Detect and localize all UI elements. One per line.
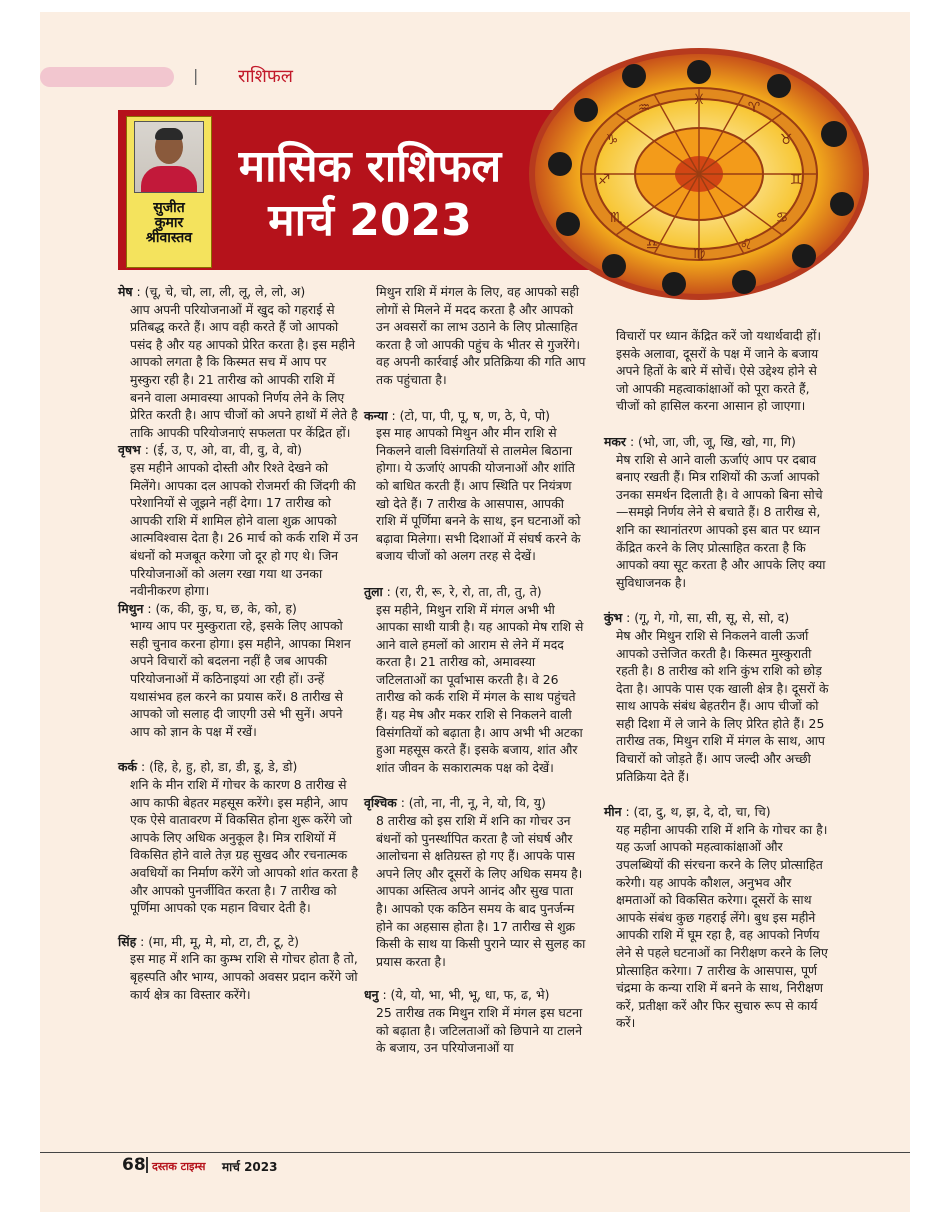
- svg-text:♉: ♉: [779, 132, 793, 148]
- sign-forecast: मेष राशि से आने वाली ऊर्जाएं आप पर दबाव बनाए रखती हैं। मित्र राशियों की ऊर्जा आपको उनका समर्थन दिलाती है। वे आपको बिना सोचे—समझे निर्णय लेने से बचाते हैं। 8 तारीख से, शनि का स्थानांतरण आपको इस बात पर ध्यान केंद्रित करने के लिए प्रोत्साहित करता है कि आपको क्या सूट करता है और आपके लिए क्या सुविधाजनक है।: [616, 451, 826, 590]
- sign-name: कर्क: [118, 759, 138, 775]
- svg-text:♎: ♎: [645, 237, 659, 253]
- svg-text:♐: ♐: [597, 172, 611, 188]
- sign-syllables: : (भो, जा, जी, जू, खि, खो, गा, गि): [626, 433, 796, 449]
- zodiac-wheel-illustration: [524, 44, 870, 302]
- column-3: [604, 327, 830, 1032]
- sign-name: कन्या: [364, 407, 388, 423]
- sign-forecast: आप अपनी परियोजनाओं में खुद को गहराई से प्रतिबद्ध करते हैं। आप वही करते हैं जो आपको पसंद है और यह आपको प्रेरित करता है। इस महीने आपको लगता है कि किस्मत सच में आप पर मुस्कुरा रही है। 21 तारीख को आपकी राशि में बनने वाला अमावस्या आपको निर्णय लेने के लिए प्रेरित करती है। आप चीजों को अपने हाथों में लेते है ताकि आपकी परियोजनाएं सफलता पर केंद्रित हों।: [130, 301, 358, 440]
- author-photo: [134, 121, 204, 193]
- issue-date: मार्च 2023: [222, 1160, 278, 1174]
- sign-forecast: मेष और मिथुन राशि से निकलने वाली ऊर्जा आपको उत्तेजित करती है। किस्मत मुस्कुराती रहती है। 8 तारीख को शनि कुंभ राशि को छोड़ देता है। आपके पास एक खाली क्षेत्र है। दूसरों के साथ आपके संबंध बेहतरीन हैं। आप चीजों को सही दिशा में ले जाने के लिए प्रेरित होते हैं। 25 तारीख तक, मिथुन राशि में मंगल के साथ, आप विचारों को जोड़ते हैं। आप जल्दी और अच्छी प्रतिक्रिया देते हैं।: [616, 627, 829, 784]
- sign-forecast: शनि के मीन राशि में गोचर के कारण 8 तारीख से आप काफी बेहतर महसूस करेंगे। इस महीने, आप एक ऐसे वातावरण में विकसित होना शुरू करेंगे जो आपके लिए अधिक अनुकूल है। मित्र राशियों में विकसित होने वाले तेज़ ग्रह सुखद और रचनात्मक अवधियों का निर्माण करेंगे जो आपको शांत करता है और आपको पुनर्जीवित करता है। 7 तारीख को पूर्णिमा आपको एक महान विचार देती है।: [130, 777, 358, 916]
- svg-text:♒: ♒: [637, 100, 651, 116]
- svg-text:♏: ♏: [609, 210, 623, 226]
- footer-rule: [40, 1152, 910, 1153]
- svg-text:♓: ♓: [692, 92, 706, 108]
- sign-name: सिंह: [118, 933, 137, 949]
- column-1: [118, 283, 358, 1003]
- sign-name: मकर: [604, 433, 626, 449]
- sign-forecast: 25 तारीख तक मिथुन राशि में मंगल इस घटना को बढ़ाता है। जटिलताओं को छिपाने या टालने के बजाय, उन परियोजनाओं या: [376, 1004, 583, 1056]
- svg-text:♍: ♍: [692, 246, 706, 262]
- sign-forecast: इस माह आपको मिथुन और मीन राशि से निकलने वाली विसंगतियों से तालमेल बिठाना होगा। ये ऊर्जाएं आपकी योजनाओं और शांति को बाधित करती हैं। आप स्थिति पर नियंत्रण खो देते हैं। 7 तारीख के आसपास, आपकी राशि में पूर्णिमा बनने के साथ, इन घटनाओं को बढ़ावा मिलेगा। सभी दिशाओं में संघर्ष करने के बजाय चीजों को अलग तरह से देखें।: [376, 425, 581, 564]
- rashi-entry-mesh: [118, 283, 358, 441]
- svg-text:♊: ♊: [789, 172, 803, 188]
- rashi-continuation: [364, 283, 586, 389]
- sign-syllables: : (टो, पा, पी, पू, ष, ण, ठे, पे, पो): [387, 407, 550, 423]
- header-pill: [40, 67, 174, 87]
- sign-forecast: 8 तारीख को इस राशि में शनि का गोचर उन बंधनों को पुनर्स्थापित करता है जो संघर्ष और आलोचना से क्षतिग्रस्त हो गए हैं। आपके पास अपने लिए और दूसरों के लिए अधिक समय है। आपका अस्तित्व अपने आनंद और सुख पाता है। आपको एक कठिन समय के बाद पुनर्जन्म होने का अहसास होता है। 17 तारीख से शुक्र किसी के साथ या किसी पुराने प्यार से सुलह का प्रयास करता है।: [376, 813, 586, 969]
- sign-name: वृश्चिक: [364, 795, 397, 811]
- section-title: राशिफल: [238, 66, 294, 87]
- rashi-entry-meen: [604, 803, 830, 1032]
- sign-name: कुंभ: [604, 610, 623, 626]
- svg-text:♑: ♑: [605, 132, 619, 148]
- sign-name: तुला: [364, 583, 383, 599]
- sign-syllables: : (हि, हे, हु, हो, डा, डी, डू, डे, डो): [137, 759, 298, 775]
- brand-logo: दस्तक टाइम्स: [152, 1160, 206, 1173]
- sign-forecast: यह महीना आपकी राशि में शनि के गोचर का है। यह ऊर्जा आपको महत्वाकांक्षाओं और उपलब्धियों की संरचना करने के लिए प्रोत्साहित करेगी। यह आपके कौशल, अनुभव और क्षमताओं को विकसित करेगा। दूसरों के साथ आपके संबंध कुछ गहराई लेंगे। बुध इस महीने आपकी राशि में घूम रहा है, वह आपको निर्णय लेने से पहले घटनाओं का निरीक्षण करने के लिए प्रोत्साहित करेगा। 7 तारीख के आसपास, पूर्ण चंद्रमा के कन्या राशि में बनने के साथ, निरीक्षण करें, प्रतीक्षा करें और फिर सुचारु रूप से कार्य करें।: [616, 821, 828, 1031]
- sign-forecast: इस महीने, मिथुन राशि में मंगल अभी भी आपका साथी यात्री है। यह आपको मेष राशि से आने वाले हमलों को आराम से लेने में मदद करता है। 21 तारीख को, अमावस्या जटिलताओं का पूर्वाभास करती है। वे 26 तारीख को कर्क राशि में मंगल के साथ पहुंचते हैं। यह मेष और मकर राशि से निकलने वाली विसंगतियों को बढ़ाता है। आप अभी भी अटका हुआ महसूस करते हैं। इसके बजाय, शांत और शांत जीवन के सकारात्मक पक्ष को देखें।: [376, 601, 584, 775]
- rashi-continuation: [604, 327, 830, 415]
- sign-forecast: इस माह में शनि का कुम्भ राशि से गोचर होता है तो, बृहस्पति और भाग्य, आपको अवसर प्रदान करेंगे जो कार्य क्षेत्र का विस्तार करेंगे।: [130, 951, 358, 1002]
- footer-divider: [146, 1157, 148, 1173]
- sign-name: वृषभ: [118, 442, 141, 458]
- author-name: सुजीत कुमार श्रीवास्तव: [145, 200, 193, 246]
- rashi-entry-kanya: [364, 407, 586, 565]
- rashi-entry-mithun: [118, 600, 358, 741]
- sign-name: मीन: [604, 804, 622, 820]
- sign-forecast: विचारों पर ध्यान केंद्रित करें जो यथार्थवादी हों। इसके अलावा, दूसरों के पक्ष में जाने के बजाय अपने हितों के बारे में सोचें। ऐसे उद्देश्य होने से जो आपकी महत्वाकांक्षाओं को पूरा करते हैं, चीजों को हासिल करना आसान हो जाएगा।: [616, 328, 822, 414]
- rashi-entry-vrishabh: [118, 441, 358, 599]
- rashi-entry-dhanu: [364, 986, 586, 1056]
- sign-forecast: इस महीने आपको दोस्ती और रिश्ते देखने को मिलेंगे। आपका दल आपको रोजमर्रा की जिंदगी की परेशानियों से जूझने नहीं देगा। 17 तारीख को आपकी राशि में शामिल होने वाला शुक्र आपको आत्मविश्वास देता है। 26 मार्च को कर्क राशि में उन बंधनों को मजबूत करेगा जो दूर हो गए थे। जिन परियोजनाओं को अलग रखा गया था उनका नवीनीकरण होगा।: [130, 459, 358, 599]
- sign-syllables: : (चू, चे, चो, ला, ली, लू, ले, लो, अ): [132, 284, 306, 299]
- sign-name: धनु: [364, 987, 379, 1003]
- rashi-entry-vrishchik: [364, 794, 586, 970]
- rashi-entry-kark: [118, 758, 358, 916]
- sign-syllables: : (मा, मी, मू, मे, मो, टा, टी, टू, टे): [136, 933, 299, 949]
- rashi-entry-tula: [364, 583, 586, 777]
- sign-forecast: भाग्य आप पर मुस्कुराता रहे, इसके लिए आपको सही चुनाव करना होगा। इस महीने, आपका मिशन अपने विचारों को बदलना नहीं है जब आपकी परियोजनाओं में कठिनाइयां आ रही हों। उन्हें यथासंभव हल करने का प्रयास करें। 8 तारीख से आपको जो सलाह दी जाएगी उसे भी सुनें। अपने आप को ज्ञान के पक्ष में रखें।: [130, 618, 351, 739]
- sign-syllables: : (गू, गे, गो, सा, सी, सू, से, सो, द): [622, 610, 790, 626]
- header-separator: |: [193, 66, 199, 85]
- svg-text:♈: ♈: [747, 100, 761, 116]
- page-title: मासिक राशिफल मार्च 2023: [238, 141, 502, 246]
- sign-syllables: : (रा, री, रू, रे, रो, ता, ती, तु, ते): [382, 583, 542, 599]
- svg-text:♋: ♋: [775, 210, 789, 226]
- sign-syllables: : (ई, उ, ए, ओ, वा, वी, वु, वे, वो): [140, 442, 302, 458]
- svg-text:♌: ♌: [739, 237, 753, 253]
- sign-syllables: : (क, की, कु, घ, छ, के, को, ह): [143, 600, 297, 616]
- sign-name: मेष: [118, 284, 133, 299]
- sign-syllables: : (तो, ना, नी, नू, ने, यो, यि, यु): [396, 795, 546, 811]
- author-card: [126, 116, 212, 268]
- page-number: 68: [122, 1155, 146, 1175]
- sign-syllables: : (ये, यो, भा, भी, भू, धा, फ, ढ, भे): [378, 987, 550, 1003]
- sign-syllables: : (दा, दु, थ, झ, दे, दो, चा, चि): [621, 804, 771, 820]
- sign-name: मिथुन: [118, 600, 144, 616]
- sign-forecast: मिथुन राशि में मंगल के लिए, वह आपको सही लोगों से मिलने में मदद करता है और आपको उन अवसरों का लाभ उठाने के लिए प्रोत्साहित करता है जो आपकी पहुंच के भीतर से गुजरेंगे। वह अपनी कार्रवाई और प्रतिक्रिया की गति आप तक पहुंचाता है।: [376, 284, 586, 387]
- rashi-entry-singh: [118, 933, 358, 1003]
- rashi-entry-makar: [604, 433, 830, 591]
- rashi-entry-kumbh: [604, 609, 830, 785]
- column-2: [364, 283, 586, 1057]
